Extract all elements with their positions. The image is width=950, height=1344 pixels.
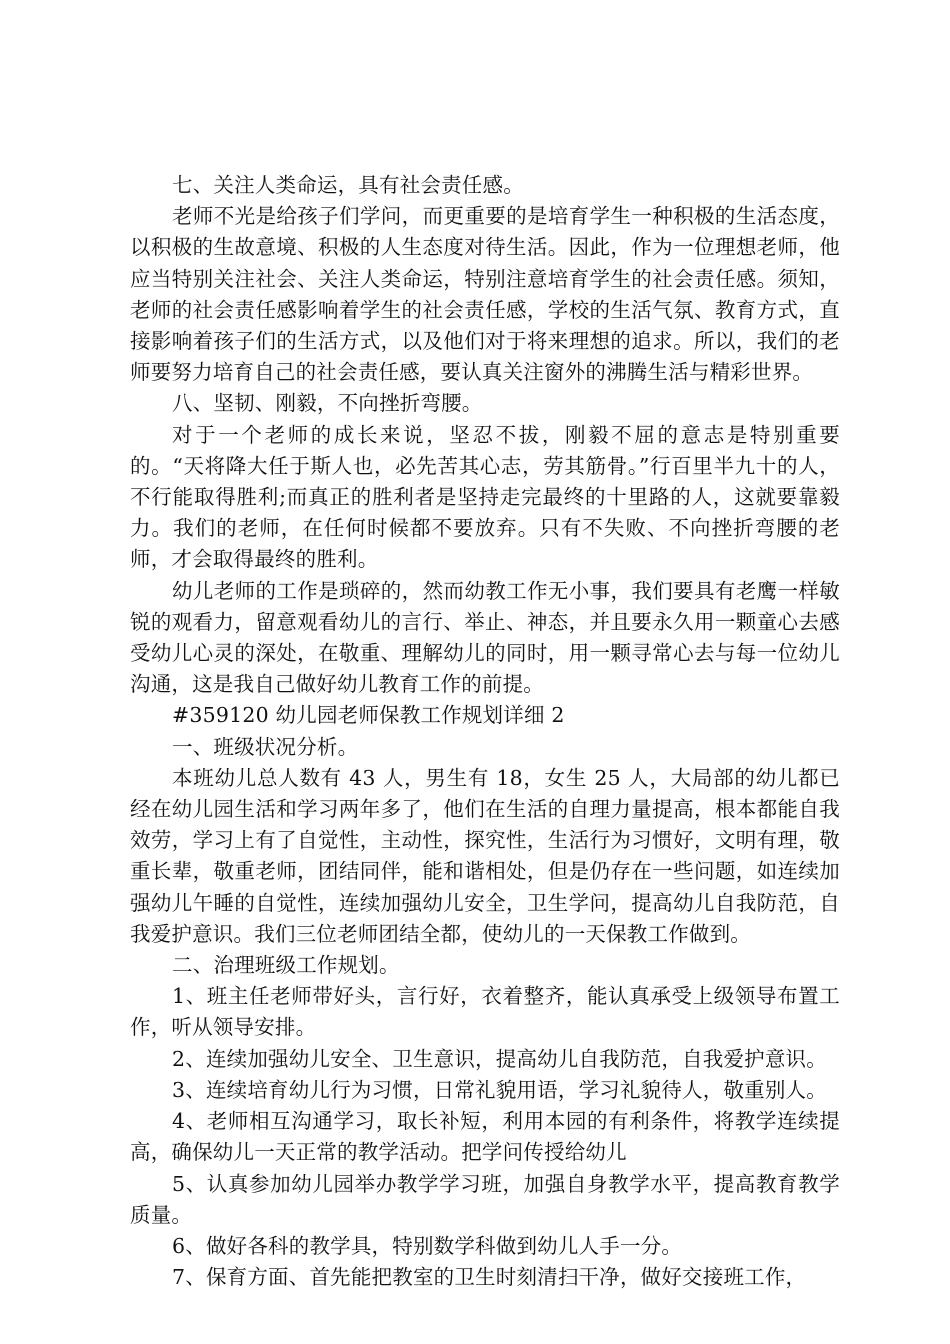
section-heading-8: 八、坚韧、刚毅，不向挫折弯腰。 bbox=[172, 391, 483, 416]
body-paragraph: 本班幼儿总人数有 43 人，男生有 18，女生 25 人，大局部的幼儿都已经在幼儿园生活和学习两年多了，他们在生活的自理力量提高，根本都能自我效劳，学习上有了自觉性，主动性，探究性，生活行为习惯好，文明有理，敬重长辈，敬重老师，团结同伴，能和谐相处，但是仍存在一些问题，如连续加强幼儿午睡的自觉性，连续加强幼儿安全，卫生学问，提高幼儿自我防范，自我爱护意识。我们三位老师团结全都，使幼儿的一天保教工作做到。 bbox=[130, 765, 840, 946]
list-item: 2、连续加强幼儿安全、卫生意识，提高幼儿自我防范，自我爱护意识。 bbox=[172, 1046, 827, 1071]
section-heading-7: 七、关注人类命运，具有社会责任感。 bbox=[172, 173, 524, 197]
list-item: 7、保育方面、首先能把教室的卫生时刻清扫干净，做好交接班工作， bbox=[172, 1265, 807, 1290]
body-paragraph: 对于一个老师的成长来说，坚忍不拔，刚毅不屈的意志是特别重要的。“天将降大任于斯人也，必先苦其心志，劳其筋骨。”行百里半九十的人，不行能取得胜利;而真正的胜利者是坚持走完最终的十里路的人，这就要靠毅力。我们的老师，在任何时候都不要放弃。只有不失败、不向挫折弯腰的老师，才会取得最终的胜利。 bbox=[130, 422, 840, 572]
document-title-2: #359120 幼儿园老师保教工作规划详细 2 bbox=[172, 703, 565, 728]
list-item: 3、连续培育幼儿行为习惯，日常礼貌用语，学习礼貌待人，敬重别人。 bbox=[172, 1077, 827, 1102]
list-item: 5、认真参加幼儿园举办教学学习班，加强自身教学水平，提高教育教学质量。 bbox=[130, 1171, 840, 1227]
body-paragraph: 幼儿老师的工作是琐碎的，然而幼教工作无小事，我们要具有老鹰一样敏锐的观看力，留意观看幼儿的言行、举止、神态，并且要永久用一颗童心去感受幼儿心灵的深处，在敬重、理解幼儿的同时，用一颗寻常心去与每一位幼儿沟通，这是我自己做好幼儿教育工作的前提。 bbox=[130, 578, 840, 697]
list-item: 4、老师相互沟通学习，取长补短，利用本园的有利条件，将教学连续提高，确保幼儿一天正常的教学活动。把学问传授给幼儿 bbox=[130, 1109, 840, 1165]
body-paragraph: 老师不光是给孩子们学问，而更重要的是培育学生一种积极的生活态度，以积极的生故意境、积极的人生态度对待生活。因此，作为一位理想老师，他应当特别关注社会、关注人类命运，特别注意培育学生的社会责任感。须知，老师的社会责任感影响着学生的社会责任感，学校的生活气氛、教育方式，直接影响着孩子们的生活方式，以及他们对于将来理想的追求。所以，我们的老师要努力培育自己的社会责任感，要认真关注窗外的沸腾生活与精彩世界。 bbox=[130, 204, 840, 385]
list-item: 6、做好各科的教学具，特别数学科做到幼儿人手一分。 bbox=[172, 1233, 683, 1258]
section-heading-class-plan: 二、治理班级工作规划。 bbox=[172, 953, 400, 978]
list-item: 1、班主任老师带好头，言行好，衣着整齐，能认真承受上级领导布置工作，听从领导安排。 bbox=[130, 984, 840, 1040]
section-heading-class-analysis: 一、班级状况分析。 bbox=[172, 734, 359, 759]
document-page bbox=[130, 170, 840, 1293]
